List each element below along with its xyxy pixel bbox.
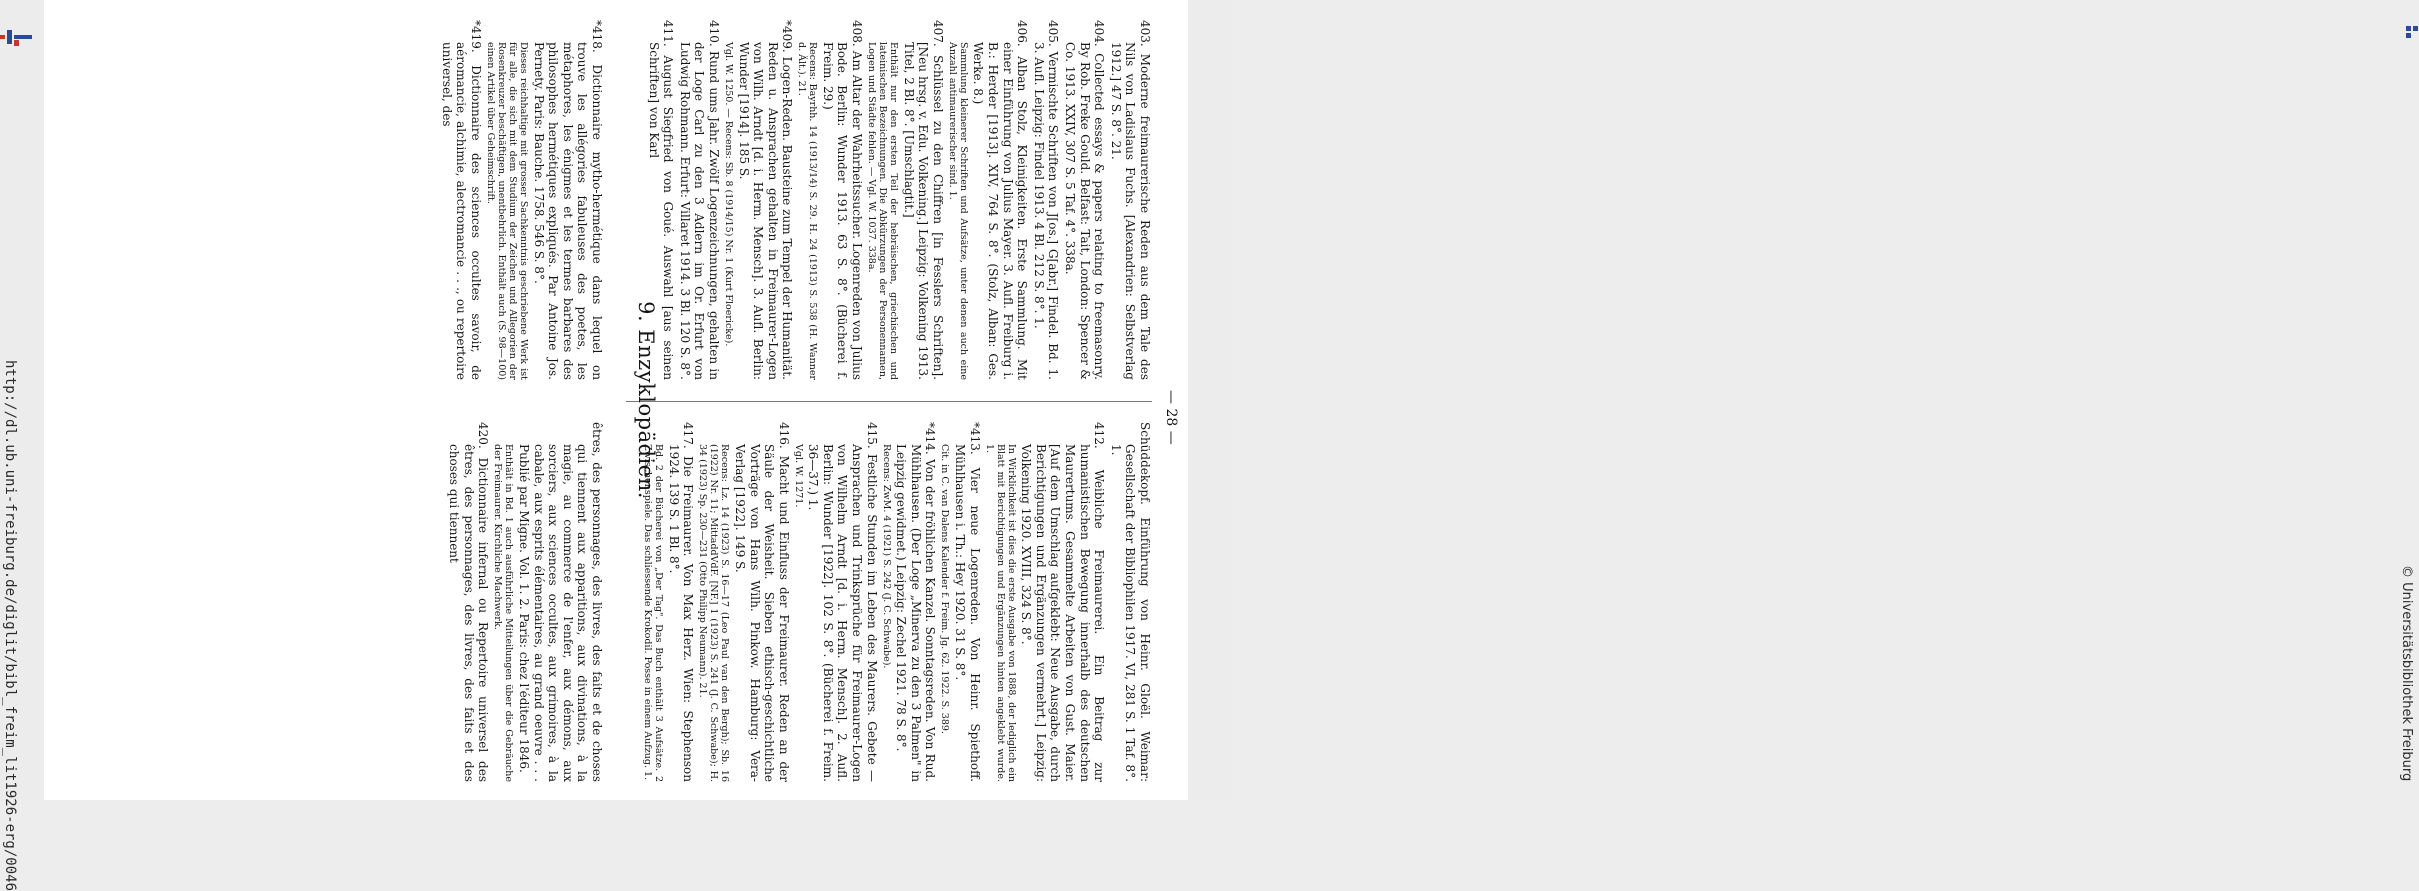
bibliography-entry [901, 20, 945, 380]
bibliography-entry [952, 422, 981, 782]
entry-text: Macht und Einfluss der Freimaurer. Reden an der Säule der Weisheit. Sieben ethisch-geschichtliche Vorträge von Hans Wilh. Pinkow. Hamburg: Vera-Verlag [1922]. 149 S. [732, 444, 791, 782]
entry-note [485, 42, 529, 380]
entry-shelfmark: 1. [806, 495, 821, 511]
entry-number: 420. [476, 422, 491, 458]
entry-note-shelfmark: 1. [946, 187, 958, 200]
bibliography-entry [1108, 20, 1152, 380]
entry-number: 403. [1138, 20, 1152, 54]
bibliography-entry [1108, 422, 1152, 782]
entry-number: 415. [864, 422, 879, 455]
entry-note-shelfmark: 338a. [866, 242, 878, 273]
entry-number: *409. [780, 20, 795, 57]
entry-note-text: Vgl. W. 1250. — Recens: Sb. 8 (1914/15) Nr. 1 (Kurt Floericke). [722, 42, 734, 347]
entry-number: 404. [1092, 20, 1107, 54]
entry-note [492, 444, 514, 782]
column-divider [626, 401, 1152, 402]
entry-text: Collected essays & papers relating to freemasonry. By Rob. Freke Gould. Belfast: Tait, London: Spencer & Co. 1913. XXIV, 307 S. 5 Taf. 4°. [1063, 42, 1107, 380]
entry-number: 408. [850, 20, 865, 51]
entry-text: Logen-Reden. Bausteine zum Tempel der Humanität. Reden u. Ansprachen gehalten in Freimaurer-Logen von Wilh. Arndt [d. i. Herm. Mensch]. 3. Aufl. Berlin: Wunder [1914]. 185 S. [736, 42, 795, 380]
entry-note-shelfmark: 1. [983, 444, 995, 454]
bibliography-entry [439, 20, 483, 380]
entry-text: Vier neue Logenreden. Von Heinr. Spiethoff. Mühlhausen i. Th.: Hey 1920. 31 S. 8°. [953, 444, 982, 782]
section-title: 9. Enzyklopädien. [634, 301, 658, 499]
bibliography-entry [531, 20, 604, 380]
bibliography-entry [447, 422, 491, 782]
entry-note [866, 42, 899, 380]
entry-text: Schlüssel zu den Chiffren [in Fesslers Schriften]. [Neu hrsg. v. Edu. Volkening.] Leipzig: Volkening 1913. Titel, 2 Bl. 8°. [Umschlagtit.] [901, 42, 945, 380]
entry-note-text: In Wirklichkeit ist dies die erste Ausgabe von 1888, der lediglich ein Blatt mit Berichtigungen und Ergänzungen hinten angeklebt wurde. [994, 444, 1017, 782]
bibliography-entry [677, 20, 721, 380]
entry-note-text: Recens: ZwM. 4 (1921) S. 242 (J. C. Schwabe). [880, 444, 892, 669]
entry-shelfmark: 21. [1108, 136, 1123, 160]
entry-shelfmark: 1. [1108, 444, 1123, 456]
bibliography-entry [732, 422, 790, 782]
entry-note-text: Dieses reichhaltige mit grosser Sachkenntnis geschriebene Werk ist für alle, die sich mit dem Studium der Zeichen und Allegorien der Rosenkreuzer beschäftigen, unentbehrlich. Enthält auch (S. 98—100) einen Artikel über Geheimschrift. [485, 42, 530, 380]
entry-note [939, 444, 950, 782]
entry-note-text: Recens: Lz. 14 (1923) S. 16—17 (Leo Paul van den Bergh); Sb. 16 (1922) Nr. 11; MittaddVdF. [NF.] 1 (1923) S. 241 (J. C. Schwabe); H. 34 (1923) Sp. 230—231 (Otto Philipp Neumann). [697, 444, 731, 782]
scanned-page [44, 0, 1188, 800]
entry-number: 411. [661, 20, 676, 56]
entry-text: Am Altar der Wahrheitssucher. Logenreden von Julius Bode. Berlin: Wunder 1913. 63 S. 8°. (Bücherei f. Freim. 29.) [820, 42, 865, 380]
bibliography-entry [820, 20, 864, 380]
column-left-bottom [437, 20, 604, 380]
entry-note-shelfmark: 21. [697, 679, 709, 698]
entry-text: Dictionnaire infernal ou Repertoire universel des êtres, des personnages, des livres, des faits et des choses qui tiennent [447, 444, 491, 782]
column-right-bottom [445, 422, 604, 782]
entry-text: Moderne freimaurerische Reden aus dem Tale des Nils von Ladislaus Fuchs. [Alexandrien: Selbstverlag 1912.] 47 S. 8°. [1108, 42, 1152, 380]
bibliography-entry [666, 422, 695, 782]
bibliography-entry [894, 422, 938, 782]
bibliography-entry [806, 422, 879, 782]
entry-note [793, 444, 804, 782]
entry-text: Von der fröhlichen Kanzel. Sonntagsreden. Von Rud. Mühlhausen. (Der Loge „Minerva zu den 3 Palmen" in Leipzig gewidmet.) Leipzig: Zechel 1921. 78 S. 8°. [894, 444, 938, 782]
entry-text: Die Freimaurer. Von Max Herz. Wien: Stephenson 1924. 139 S. 1 Bl. 8°. [666, 444, 696, 782]
entry-note-text: Enthält in Bd. 1 auch ausführliche Mitteilungen über die Gebräuche der Freimaurer. Kirchliche Machwerk. [492, 444, 515, 782]
entry-number: *418. [590, 20, 604, 65]
bibliography-entry [1019, 422, 1107, 782]
entry-text: Weibliche Freimaurerei. Ein Beitrag zur humanistischen Bewegung innerhalb des deutschen Maurertums. Gesammelte Arbeiten von Gust. Maier. [Auf dem Umschlag aufgeklebt: Neue Ausgabe, durch Berichtigungen und Ergänzungen vermehrt.] Leipzig: Volkening 1920. XVIII, 324 S. 8°. [1019, 444, 1107, 782]
entry-text: Dictionnaire mytho-hermétique dans lequel on trouve les allégories fabuleuses des poetes, les métaphores, les énigmes et les termes barbares des philosophes hermétiques expliqués. Par Antoine Jos. Pernety. Paris: Bauche. 1758. 546 S. 8°. [531, 42, 604, 380]
entry-note-text: Recens: Bayrhh. 14 (1913/14) S. 29. H. 24 (1913) S. 538 (H. Wanner d. Ält.). [796, 42, 819, 380]
entry-number: 405. [1046, 20, 1061, 52]
copyright-note: © Universitätsbibliothek Freiburg [2399, 565, 2414, 782]
entry-note [881, 444, 892, 782]
entry-number: *413. [967, 422, 982, 468]
column-right-top [640, 422, 1152, 782]
entry-text: Festliche Stunden im Leben des Maurers. Gebete — Ansprachen und Trinksprüche für Freimaurer-Logen von Wilhelm Arndt [d. i. Herm. Mensch]. 2. Aufl. Berlin: Wunder [1922]. 102 S. 8°. (Bücherei f. Freim. 36—37.) [806, 444, 879, 782]
entry-text: Schüddekopf. Einführung von Heinr. Gloël. Weimar: Gesellschaft der Bibliophilen 1917. VI, 281 S. 1 Taf. 8°. [1123, 422, 1152, 782]
bibliography-entry [1031, 20, 1060, 380]
entry-number: 417. [681, 422, 696, 457]
entry-note [796, 42, 818, 380]
column-left-top [644, 20, 1152, 380]
bibliography-entry [736, 20, 794, 380]
entry-note [723, 42, 734, 380]
entry-note [697, 444, 730, 782]
entry-number: *414. [923, 422, 938, 460]
entry-number: *419. [469, 20, 484, 66]
library-logo-icon-right [2404, 20, 2419, 46]
library-logo-icon [0, 26, 44, 52]
entry-shelfmark: 1. [1031, 313, 1046, 329]
bibliography-entry [971, 20, 1029, 380]
entry-note-text: Vgl. W. 1271. [792, 444, 804, 508]
entry-number: 410. [706, 20, 721, 52]
left-margin-bar [0, 0, 44, 891]
entry-note-text: Bd. 2 der Bücherei von „Der Tag". Das Buch enthält 3 Aufsätze. 2 Zwischenspiele. Das schliessende Krokodil. Posse in einem Aufzug. [642, 444, 665, 782]
bibliography-entry [1062, 20, 1106, 380]
entry-number: 416. [776, 422, 791, 456]
entry-number: 407. [930, 20, 945, 56]
entry-note [947, 42, 969, 380]
entry-note [984, 444, 1017, 782]
entry-shelfmark: 338a. [1063, 236, 1078, 275]
entry-note-shelfmark: 21. [796, 77, 808, 96]
entry-note-shelfmark: 1. [642, 768, 654, 781]
entry-text: êtres, des personnages, des livres, des faits et de choses qui tiennent aux apparitions, aux divinations, à la magie, au commerce de l'enfer, aux démons, aux sorciers, aux sciences occultes, aux grimoires, à la cabale, aux esprits élémentaires, au grand oeuvre . . . Publié par Migne. Vol. 1. 2. Paris: chez l'éditeur 1846. [517, 422, 604, 782]
entry-text: Dictionnaire des sciences occultes savoir, de aéromancie, alchimie, alectromancie . . ., ou repertoire universel, des [439, 42, 484, 380]
entry-note-text: Sammlung kleinerer Schriften und Aufsätze, unter denen auch eine Anzahl antimaurerischer sind. [946, 42, 969, 380]
entry-text: August Siegfried von Goué. Auswahl [aus seinen Schriften] von Karl [646, 42, 676, 380]
entry-text: Rund ums Jahr. Zwölf Logenzeichnungen, gehalten in der Loge Carl zu den 3 Adlern im Or. Erfurt von Ludwig Rohmann. Erfurt: Villaret 1914. 3 Bl. 120 S. 8°. [677, 42, 721, 380]
right-margin-bar [1188, 0, 2414, 800]
entry-text: Vermischte Schriften von J[os.] G[abr.] Findel. Bd. 1. 3. Aufl. Leipzig: Findel 1913. 4 Bl. 212 S. 8°. [1031, 42, 1061, 380]
rotated-page-content [44, 0, 1188, 800]
entry-note-text: Cit. in C. van Dalens Kalender f. Freim. Jg. 62. 1922. S. 389. [939, 444, 951, 734]
page-number: — 28 — [1163, 390, 1179, 445]
document-url: http://dl.ub.uni-freiburg.de/diglit/bibl_freim_lit1926-erg/0046 [2, 360, 18, 891]
entry-number: 406. [1015, 20, 1030, 57]
entry-note-text: Enthält nur den ersten Teil der hebräischen, griechischen und lateinischen Bezeichnungen. Die Abkürzungen der Personennamen, Logen und Städte fehlen. — Vgl. W. 1037. [866, 42, 900, 380]
entry-number: 412. [1092, 422, 1107, 470]
entry-text: Alban Stolz, Kleinigkeiten. Erste Sammlung. Mit einer Einführung von Julius Mayer. 3. Aufl. Freiburg i. B.: Herder [1913]. XIV, 764 S. 8°. (Stolz, Alban: Ges. Werke. 8.) [971, 42, 1030, 380]
bibliography-entry [516, 422, 604, 782]
